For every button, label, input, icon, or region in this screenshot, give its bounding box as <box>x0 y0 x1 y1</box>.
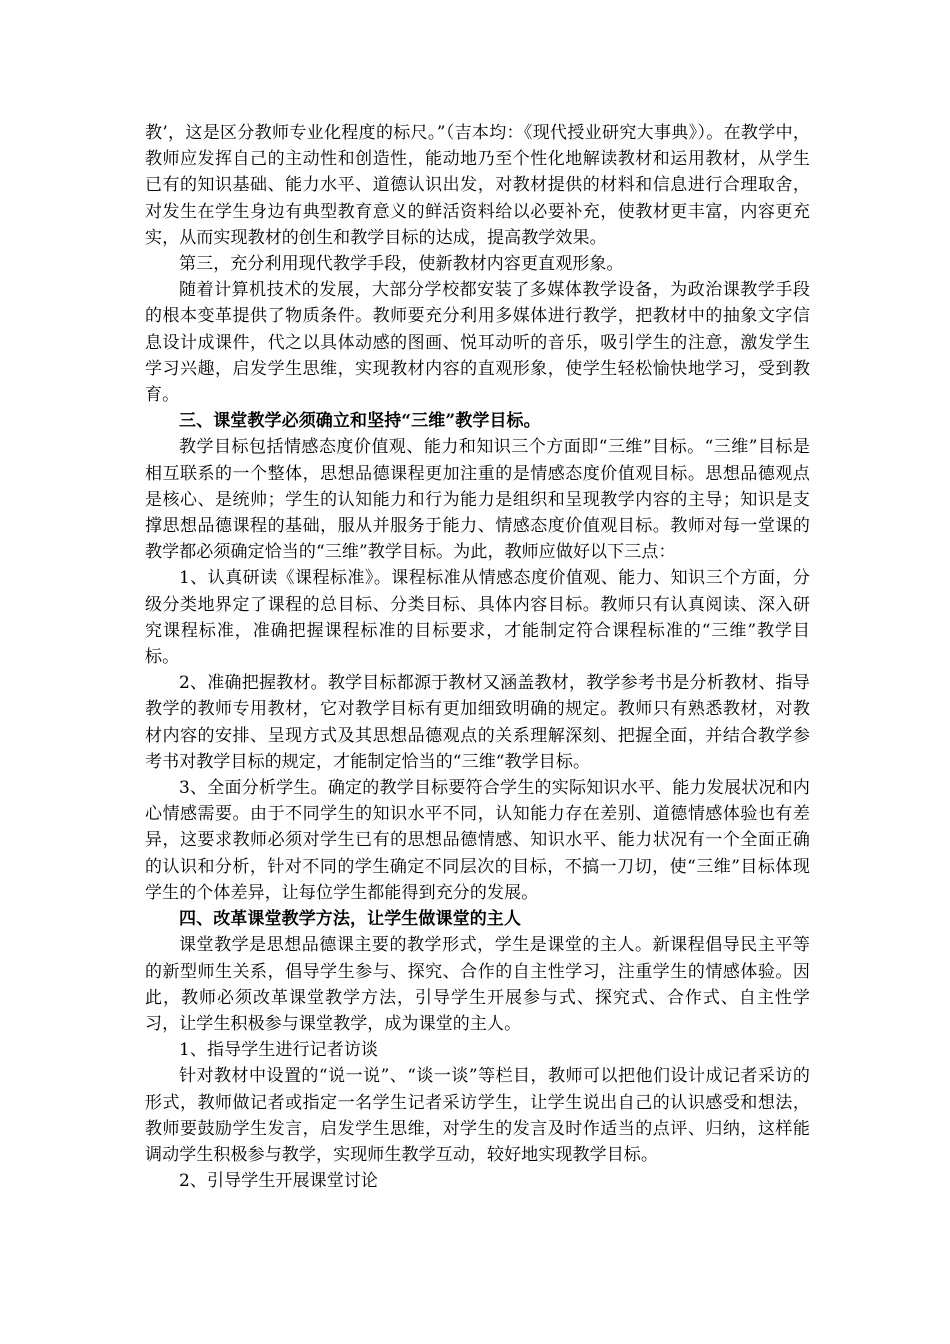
paragraph-reform: 课堂教学是思想品德课主要的教学形式，学生是课堂的主人。新课程倡导民主平等的新型师生关系，倡导学生参与、探究、合作的自主性学习，注重学生的情感体验。因此，教师必须改革课堂教学方法，引导学生开展参与式、探究式、合作式、自主性学习，让学生积极参与课堂教学，成为课堂的主人。 <box>145 935 810 1034</box>
section-heading-four: 四、改革课堂教学方法，让学生做课堂的主人 <box>179 909 521 930</box>
subheading-discussion: 2、引导学生开展课堂讨论 <box>179 1171 379 1192</box>
paragraph-goals: 教学目标包括情感态度价值观、能力和知识三个方面即“三维”目标。“三维”目标是相互联系的一个整体，思想品德课程更加注重的是情感态度价值观目标。思想品德观点是核心、是统帅；学生的认知能力和行为能力是组织和呈现教学内容的主导；知识是支撑思想品德课程的基础，服从并服务于能力、情感态度价值观目标。教师对每一堂课的教学都必须确定恰当的“三维”教学目标。为此，教师应做好以下三点： <box>145 437 810 563</box>
paragraph-item-3: 3、全面分析学生。确定的教学目标要符合学生的实际知识水平、能力发展状况和内心情感需要。由于不同学生的知识水平不同，认知能力存在差别、道德情感体验也有差异，这要求教师必须对学生已有的思想品德情感、知识水平、能力状况有一个全面正确的认识和分析，针对不同的学生确定不同层次的目标，不搞一刀切，使“三维”目标体现学生的个体差异，让每位学生都能得到充分的发展。 <box>145 778 810 903</box>
paragraph-multimedia: 随着计算机技术的发展，大部分学校都安装了多媒体教学设备，为政治课教学手段的根本变革提供了物质条件。教师要充分利用多媒体进行教学，把教材中的抽象文字信息设计成课件，代之以具体动感的图画、悦耳动听的音乐，吸引学生的注意，激发学生学习兴趣，启发学生思维，实现教材内容的直观形象，使学生轻松愉快地学习，受到教育。 <box>145 280 810 406</box>
section-heading-three: 三、课堂教学必须确立和坚持“三维”教学目标。 <box>179 411 541 432</box>
paragraph-interview: 针对教材中设置的“说一说”、“谈一谈”等栏目，教师可以把他们设计成记者采访的形式，教师做记者或指定一名学生记者采访学生，让学生说出自己的认识感受和想法，教师要鼓励学生发言，启发学生思维，对学生的发言及时作适当的点评、归纳，这样能调动学生积极参与教学，实现师生教学互动，较好地实现教学目标。 <box>145 1066 810 1165</box>
document-page <box>145 120 810 1194</box>
subheading-interview: 1、指导学生进行记者访谈 <box>179 1040 379 1061</box>
paragraph-point-three: 第三，充分利用现代教学手段，使新教材内容更直观形象。 <box>179 254 624 275</box>
paragraph-item-1: 1、认真研读《课程标准》。课程标准从情感态度价值观、能力、知识三个方面，分级分类地界定了课程的总目标、分类目标、具体内容目标。教师只有认真阅读、深入研究课程标准，准确把握课程标准的目标要求，才能制定符合课程标准的“三维”教学目标。 <box>145 568 810 668</box>
paragraph-continuation: 教’，这是区分教师专业化程度的标尺。”（吉本均：《现代授业研究大事典》）。在教学中，教师应发挥自己的主动性和创造性，能动地乃至个性化地解读教材和运用教材，从学生已有的知识基础、能力水平、道德认识出发，对教材提供的材料和信息进行合理取舍，对发生在学生身边有典型教育意义的鲜活资料给以必要补充，使教材更丰富，内容更充实，从而实现教材的创生和教学目标的达成，提高教学效果。 <box>145 123 810 248</box>
paragraph-item-2: 2、准确把握教材。教学目标都源于教材又涵盖教材，教学参考书是分析教材、指导教学的教师专用教材，它对教学目标有更加细致明确的规定。教师只有熟悉教材，对教材内容的安排、呈现方式及其思想品德观点的关系理解深刻、把握全面，并结合教学参考书对教学目标的规定，才能制定恰当的“三维“教学目标。 <box>145 673 810 772</box>
